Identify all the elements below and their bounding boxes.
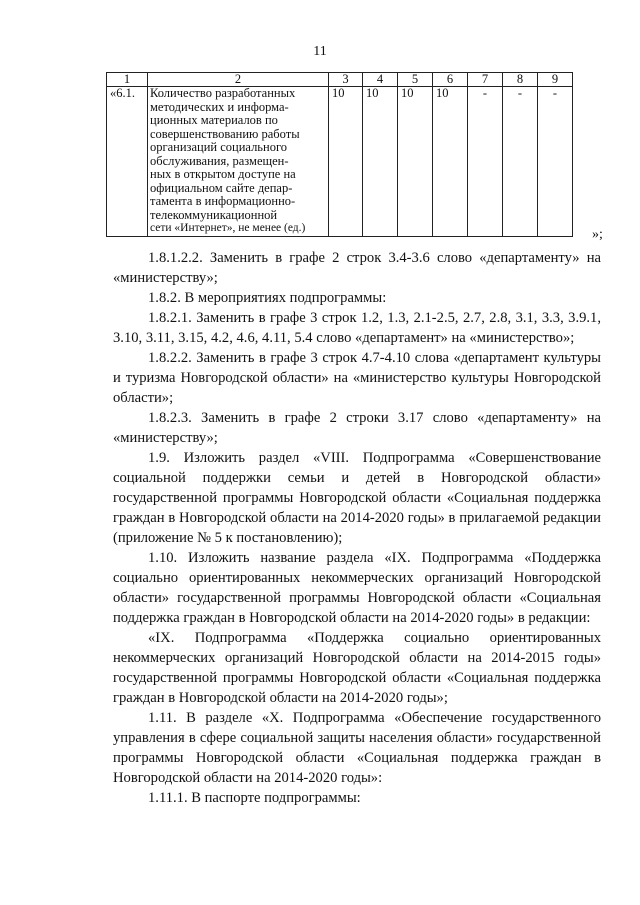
indicator-name-line: официальном сайте депар-	[150, 180, 293, 195]
indicator-name-line: Количество разработанных	[150, 86, 296, 100]
value-cell	[468, 87, 503, 237]
paragraph: 1.10. Изложить название раздела «IX. Подпрограмма «Поддержка социально ориентированных некоммерческих организаций Новгородской области» государственной программы Новгородской области «Социальная поддержка граждан в Новгородской области на 2014-2020 годы» в редакции:	[113, 550, 601, 626]
page-number: 11	[313, 44, 327, 59]
header-cell: 5	[398, 73, 433, 87]
header-cell: 1	[107, 73, 148, 87]
table-row	[107, 87, 573, 237]
value-cell: 10	[398, 87, 433, 237]
header-cell: 7	[468, 73, 503, 87]
value-cell: 10	[329, 87, 363, 237]
header-cell: 3	[329, 73, 363, 87]
indicator-name-line: совершенствованию работы	[150, 126, 300, 141]
indicator-table	[106, 72, 573, 237]
paragraph: 1.11. В разделе «X. Подпрограмма «Обеспечение государственного управления в сфере социальной защиты населения области» государственной программы Новгородской области «Социальная поддержка граждан в Новгородской области на 2014-2020 годы»:	[113, 710, 601, 786]
value-cell: 10	[433, 87, 468, 237]
paragraph: 1.8.2.1. Заменить в графе 3 строк 1.2, 1.3, 2.1-2.5, 2.7, 2.8, 3.1, 3.3, 3.9.1, 3.10, 3.11, 3.15, 4.2, 4.6, 4.11, 5.4 слово «департамент» на «министерство»;	[113, 310, 601, 346]
paragraph: «IX. Подпрограмма «Поддержка социально ориентированных некоммерческих организаций Новгородской области на 2014-2015 годы» государственной программы Новгородской области «Социальная поддержка граждан в Новгородской области на 2014-2020 годы»;	[113, 630, 601, 706]
indicator-name-line: ционных материалов по	[150, 113, 278, 127]
paragraph: 1.11.1. В паспорте подпрограммы:	[148, 790, 361, 806]
indicator-name-cell	[148, 87, 329, 237]
header-cell: 2	[148, 73, 329, 87]
header-cell: 9	[538, 73, 573, 87]
dash-value: -	[552, 86, 558, 100]
row-number-cell: «6.1.	[107, 87, 148, 237]
indicator-name-line: обслуживания, размещен-	[150, 153, 289, 168]
value-cell	[538, 87, 573, 237]
indicator-name-line: организаций социального	[150, 140, 288, 154]
paragraph: 1.8.1.2.2. Заменить в графе 2 строк 3.4-3.6 слово «департаменту» на «министерству»;	[113, 250, 601, 286]
paragraph: 1.8.2.2. Заменить в графе 3 строк 4.7-4.10 слова «департамент культуры и туризма Новгородской области» на «министерство культуры Новгородской области»;	[113, 350, 601, 406]
header-cell: 6	[433, 73, 468, 87]
indicator-name-line: ных в открытом доступе на	[150, 167, 296, 181]
value-cell: 10	[363, 87, 398, 237]
header-cell: 4	[363, 73, 398, 87]
header-cell: 8	[503, 73, 538, 87]
indicator-name-line: сети «Интернет», не менее (ед.)	[150, 222, 306, 234]
dash-value: -	[517, 86, 523, 100]
paragraph: 1.8.2.3. Заменить в графе 2 строки 3.17 слово «департаменту» на «министерству»;	[113, 410, 601, 446]
indicator-name-line: методических и информа-	[150, 99, 289, 114]
indicator-name-line: тамента в информационно-	[150, 194, 296, 208]
value-cell	[503, 87, 538, 237]
table-closing-quote: »;	[592, 227, 603, 242]
indicator-name-line: телекоммуникационной	[150, 207, 278, 222]
table-header-row	[107, 73, 573, 87]
paragraph: 1.8.2. В мероприятиях подпрограммы:	[148, 290, 387, 306]
dash-value: -	[482, 86, 488, 100]
paragraph: 1.9. Изложить раздел «VIII. Подпрограмма «Совершенствование социальной поддержки семьи и детей в Новгородской области» государственной программы Новгородской области «Социальная поддержка граждан в Новгородской области на 2014-2020 годы» в прилагаемой редакции (приложение № 5 к постановлению);	[113, 450, 601, 546]
document-body	[113, 248, 601, 808]
